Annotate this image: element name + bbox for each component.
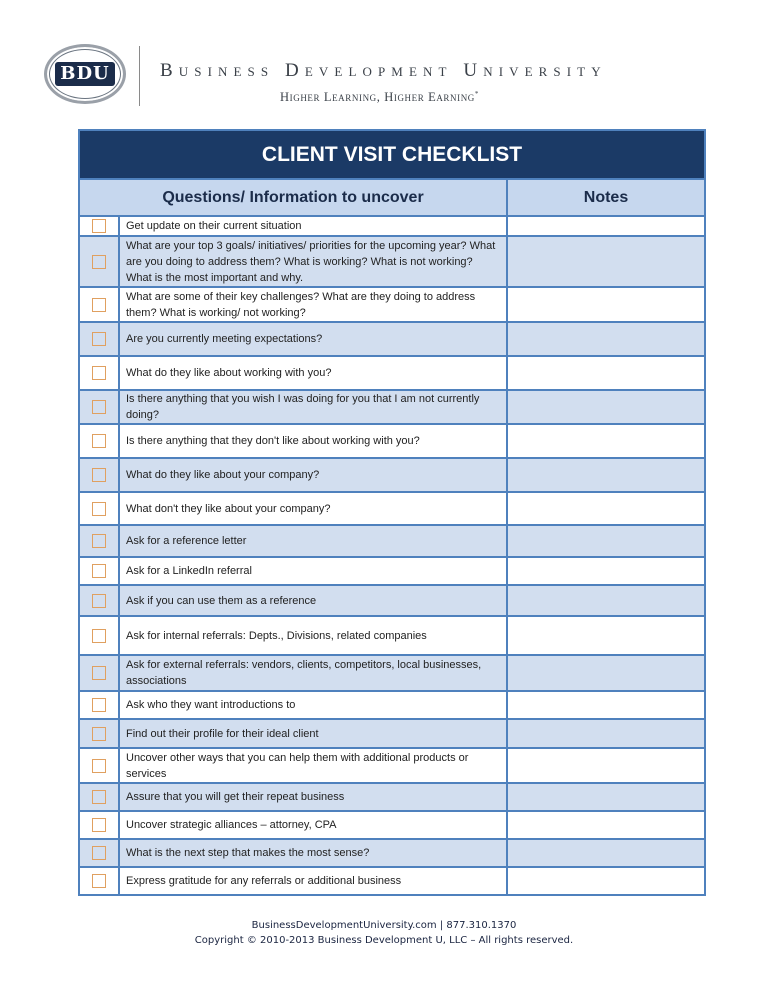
notes-cell[interactable] [508, 558, 704, 584]
question-text: What don't they like about your company? [120, 493, 508, 524]
checklist-row [80, 690, 704, 718]
checkbox-cell [80, 784, 120, 810]
question-text: Ask for internal referrals: Depts., Divisions, related companies [120, 617, 508, 654]
checkbox[interactable] [92, 818, 106, 832]
footer-contact: BusinessDevelopmentUniversity.com | 877.310.1370 [251, 920, 517, 931]
notes-cell[interactable] [508, 357, 704, 389]
checklist-row [80, 286, 704, 321]
checkbox[interactable] [92, 400, 106, 414]
notes-cell[interactable] [508, 459, 704, 491]
checklist-row [80, 423, 704, 457]
question-text: Ask who they want introductions to [120, 692, 508, 718]
checklist-row [80, 615, 704, 654]
checklist-title: CLIENT VISIT CHECKLIST [80, 131, 704, 178]
question-text: Ask for a LinkedIn referral [120, 558, 508, 584]
notes-cell[interactable] [508, 812, 704, 838]
checkbox-cell [80, 526, 120, 556]
checkbox[interactable] [92, 790, 106, 804]
checkbox[interactable] [92, 534, 106, 548]
checkbox-cell [80, 692, 120, 718]
notes-cell[interactable] [508, 586, 704, 615]
checkbox[interactable] [92, 846, 106, 860]
checkbox-cell [80, 217, 120, 235]
checkbox[interactable] [92, 564, 106, 578]
questions-column-header: Questions/ Information to uncover [80, 180, 508, 215]
checklist-row [80, 524, 704, 556]
checkbox-cell [80, 425, 120, 457]
question-text: What is the next step that makes the most sense? [120, 840, 508, 866]
checkbox[interactable] [92, 666, 106, 680]
checklist-row [80, 747, 704, 782]
tagline-mark: * [474, 90, 480, 98]
client-visit-checklist [78, 129, 706, 896]
notes-cell[interactable] [508, 425, 704, 457]
checkbox[interactable] [92, 468, 106, 482]
checkbox-cell [80, 493, 120, 524]
checklist-row [80, 389, 704, 423]
checklist-row [80, 718, 704, 747]
question-text: Get update on their current situation [120, 217, 508, 235]
question-text: Uncover other ways that you can help them with additional products or services [120, 749, 508, 782]
checkbox-cell [80, 749, 120, 782]
checkbox-cell [80, 840, 120, 866]
checkbox[interactable] [92, 874, 106, 888]
notes-cell[interactable] [508, 323, 704, 355]
checkbox[interactable] [92, 332, 106, 346]
page-footer [0, 918, 768, 948]
question-text: Are you currently meeting expectations? [120, 323, 508, 355]
question-text: Is there anything that you wish I was doing for you that I am not currently doing? [120, 391, 508, 423]
checklist-rows [80, 215, 704, 894]
notes-cell[interactable] [508, 237, 704, 286]
notes-column-header: Notes [583, 188, 629, 206]
question-text: Find out their profile for their ideal client [120, 720, 508, 747]
checklist-row [80, 215, 704, 235]
notes-cell[interactable] [508, 493, 704, 524]
checkbox-cell [80, 323, 120, 355]
checklist-row [80, 321, 704, 355]
checklist-row [80, 457, 704, 491]
brand-tagline [280, 90, 479, 105]
notes-cell[interactable] [508, 656, 704, 690]
checkbox[interactable] [92, 219, 106, 233]
checklist-row [80, 584, 704, 615]
notes-cell[interactable] [508, 840, 704, 866]
column-header-row [80, 178, 704, 215]
question-text: What are some of their key challenges? What are they doing to address them? What is working/ not working? [120, 288, 508, 321]
checkbox-cell [80, 237, 120, 286]
checkbox[interactable] [92, 727, 106, 741]
notes-cell[interactable] [508, 288, 704, 321]
notes-cell[interactable] [508, 217, 704, 235]
question-text: What are your top 3 goals/ initiatives/ priorities for the upcoming year? What are you doing to address them? What is working? What is not working? What is the most important and why. [120, 237, 508, 286]
tagline-text: Higher Learning, Higher Earning [280, 90, 475, 105]
checkbox-cell [80, 617, 120, 654]
question-text: Express gratitude for any referrals or additional business [120, 868, 508, 894]
checkbox-cell [80, 288, 120, 321]
checkbox-cell [80, 586, 120, 615]
question-text: Ask if you can use them as a reference [120, 586, 508, 615]
checkbox[interactable] [92, 298, 106, 312]
notes-cell[interactable] [508, 526, 704, 556]
question-text: What do they like about your company? [120, 459, 508, 491]
checklist-row [80, 654, 704, 690]
checkbox-cell [80, 656, 120, 690]
checklist-row [80, 810, 704, 838]
brand-name [160, 60, 607, 82]
checkbox-cell [80, 357, 120, 389]
page-header [0, 0, 768, 125]
question-text: What do they like about working with you? [120, 357, 508, 389]
checklist-row [80, 838, 704, 866]
question-text: Assure that you will get their repeat business [120, 784, 508, 810]
checkbox[interactable] [92, 255, 106, 269]
question-text: Ask for a reference letter [120, 526, 508, 556]
checklist-row [80, 355, 704, 389]
checklist-row [80, 866, 704, 894]
notes-cell[interactable] [508, 784, 704, 810]
question-text: Is there anything that they don't like about working with you? [120, 425, 508, 457]
checkbox[interactable] [92, 434, 106, 448]
checkbox-cell [80, 459, 120, 491]
notes-cell[interactable] [508, 692, 704, 718]
notes-cell[interactable] [508, 868, 704, 894]
checkbox-cell [80, 558, 120, 584]
checkbox[interactable] [92, 502, 106, 516]
checklist-row [80, 782, 704, 810]
checkbox-cell [80, 391, 120, 423]
footer-copyright: Copyright © 2010-2013 Business Development U, LLC – All rights reserved. [194, 935, 574, 946]
notes-cell[interactable] [508, 391, 704, 423]
checkbox-cell [80, 868, 120, 894]
checkbox[interactable] [92, 366, 106, 380]
checkbox[interactable] [92, 759, 106, 773]
checkbox[interactable] [92, 629, 106, 643]
header-divider [139, 46, 140, 106]
checklist-row [80, 556, 704, 584]
notes-cell[interactable] [508, 720, 704, 747]
question-text: Ask for external referrals: vendors, clients, competitors, local businesses, associations [120, 656, 508, 690]
checkbox[interactable] [92, 594, 106, 608]
checkbox-cell [80, 812, 120, 838]
checklist-row [80, 491, 704, 524]
question-text: Uncover strategic alliances – attorney, CPA [120, 812, 508, 838]
checklist-row [80, 235, 704, 286]
bdu-logo [44, 44, 126, 104]
checkbox-cell [80, 720, 120, 747]
checkbox[interactable] [92, 698, 106, 712]
logo-text: BDU [55, 62, 115, 86]
brand-name-text: Business Development University [160, 60, 607, 81]
notes-cell[interactable] [508, 749, 704, 782]
notes-cell[interactable] [508, 617, 704, 654]
